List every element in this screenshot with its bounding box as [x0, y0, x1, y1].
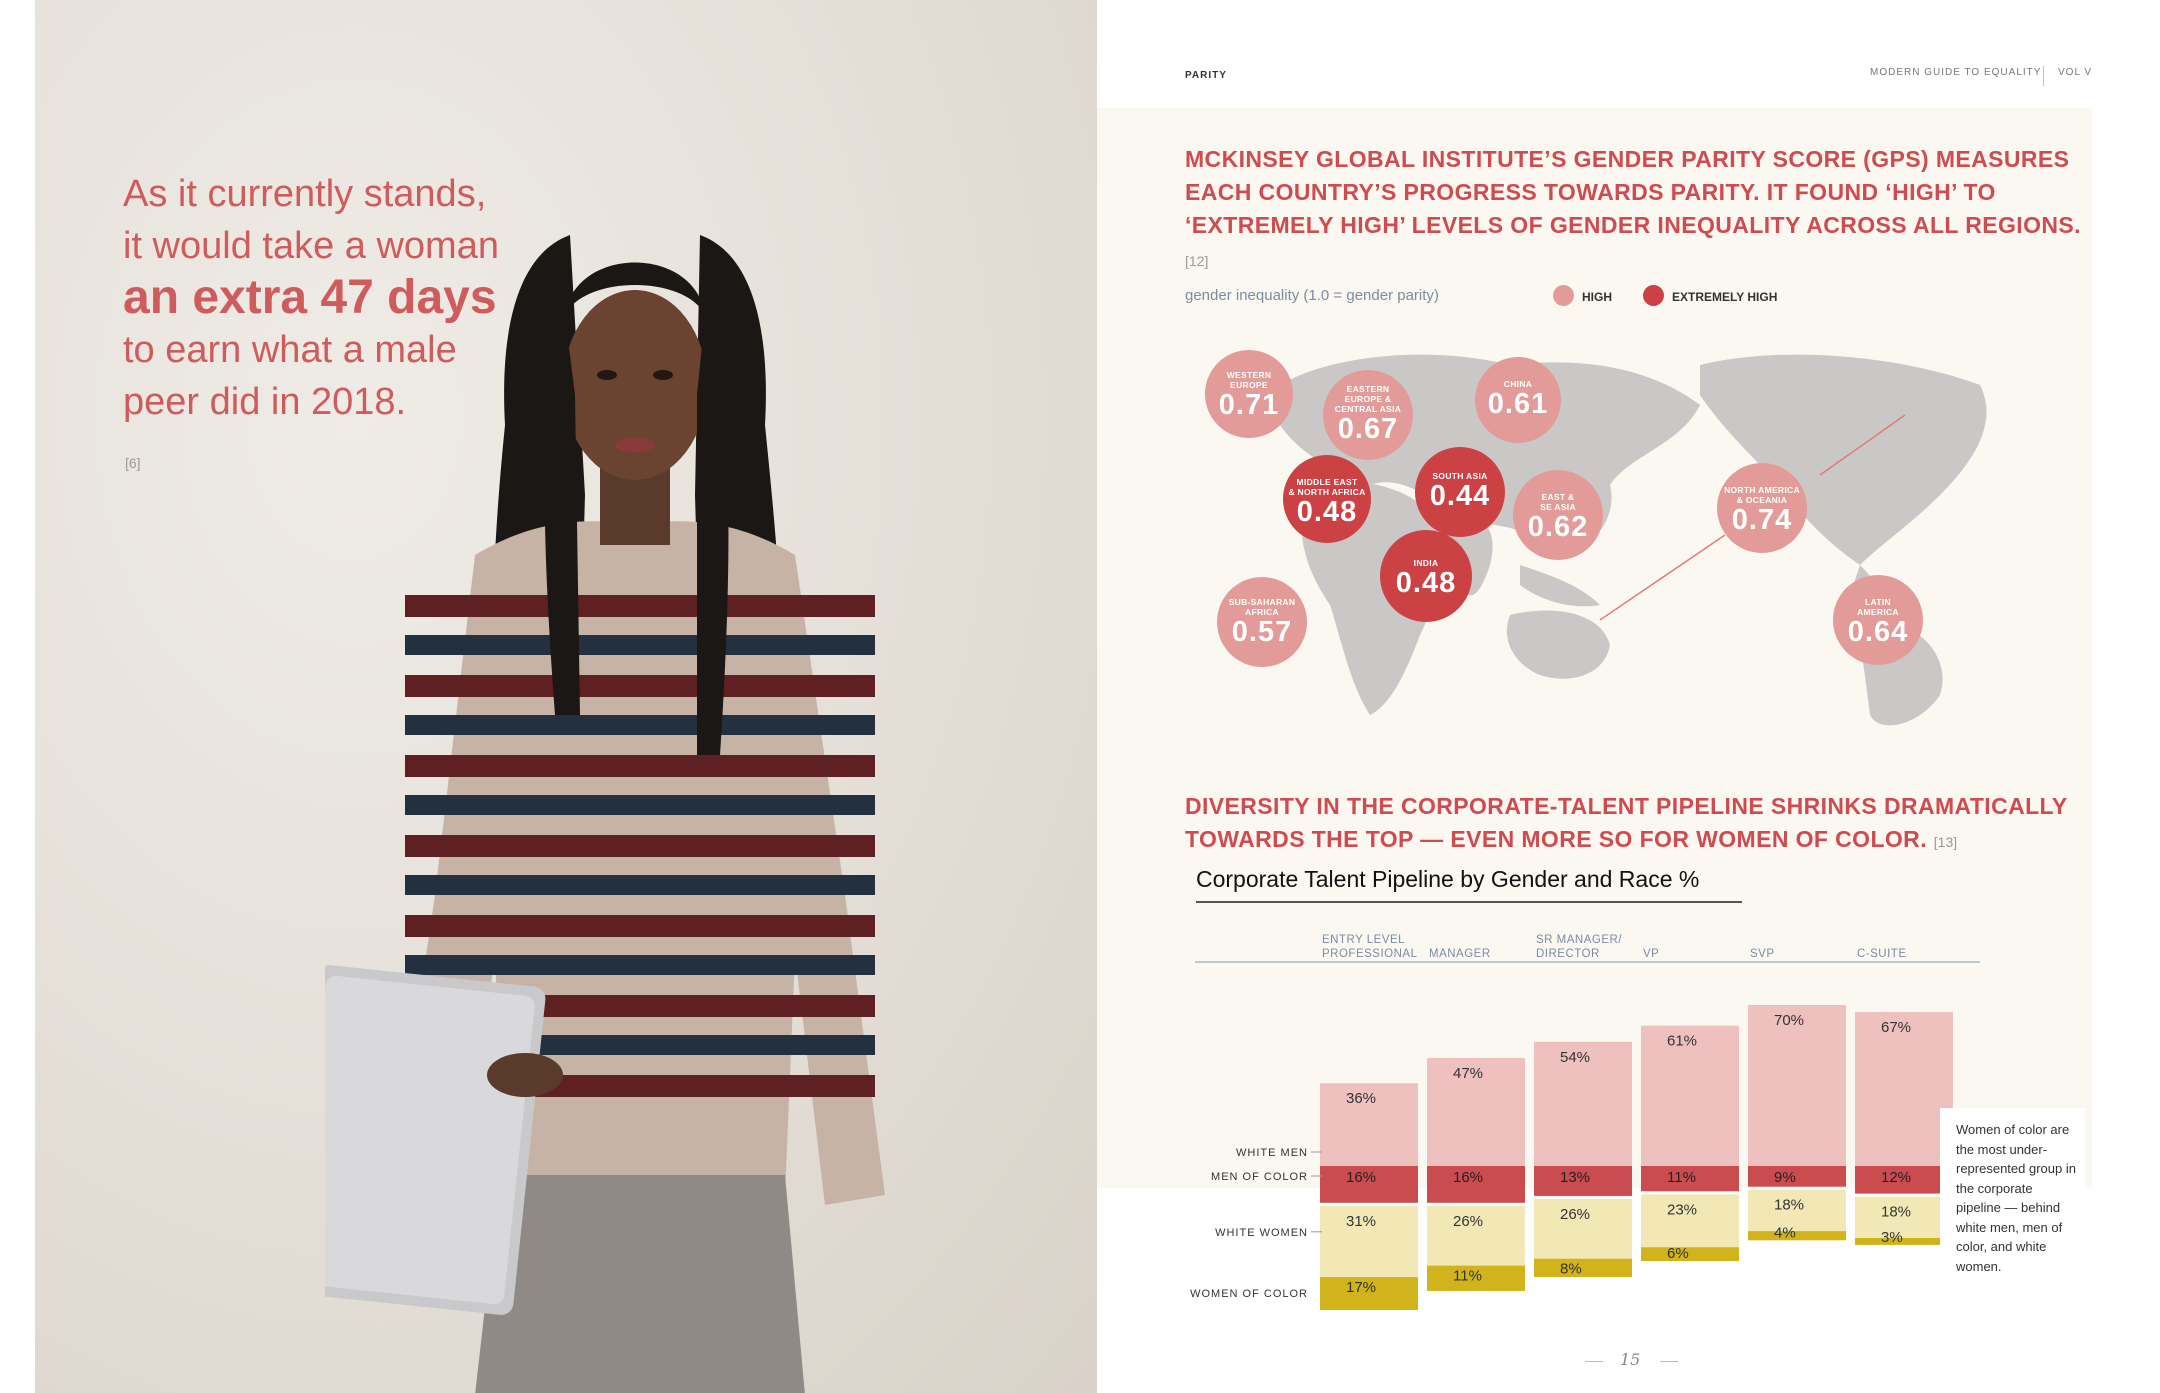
data-label: 16%	[1346, 1169, 1377, 1186]
pay-gap-quote	[123, 168, 643, 428]
data-label: 47%	[1453, 1064, 1484, 1082]
connector-line	[1600, 535, 1725, 620]
region-label: CHINA	[1503, 379, 1533, 389]
data-label: 54%	[1560, 1048, 1591, 1066]
heading-line-text: TOWARDS THE TOP — EVEN MORE SO FOR WOMEN OF COLOR.	[1185, 826, 1927, 852]
world-map	[1180, 335, 2060, 735]
quote-line: it would take a woman	[123, 225, 499, 267]
quote-line: to earn what a male	[123, 329, 457, 371]
bar-white-men	[1748, 1005, 1846, 1166]
volume-label: VOL V	[2058, 67, 2093, 78]
series-label: WHITE MEN	[1236, 1147, 1308, 1159]
series-label: WOMEN OF COLOR	[1190, 1288, 1308, 1301]
bar-women-of-color	[1748, 1231, 1846, 1240]
quote-reference: [6]	[125, 455, 141, 471]
heading-line: DIVERSITY IN THE CORPORATE-TALENT PIPELINE SHRINKS DRAMATICALLY	[1185, 793, 2068, 819]
data-label: 3%	[1881, 1228, 1903, 1246]
data-label: 26%	[1453, 1212, 1484, 1230]
pipeline-heading	[1185, 790, 2085, 859]
page-number-rule-left	[1585, 1361, 1603, 1362]
region-label: SOUTH ASIA	[1432, 471, 1488, 481]
legend-high-label: HIGH	[1582, 290, 1612, 304]
bar-women-of-color	[1855, 1238, 1953, 1245]
region-value: 0.71	[1218, 389, 1280, 421]
heading-line: EACH COUNTRY’S PROGRESS TOWARDS PARITY. IT FOUND ‘HIGH’ TO	[1185, 179, 1996, 205]
heading-line-last	[1185, 209, 2085, 278]
left-page-photo-panel	[35, 0, 1097, 1393]
region-value: 0.61	[1487, 388, 1549, 420]
category-label: ENTRY LEVEL PROFESSIONAL	[1322, 934, 1418, 960]
data-label: 67%	[1881, 1018, 1912, 1036]
series-label: MEN OF COLOR	[1211, 1171, 1308, 1183]
region-bubble-latin-america	[1833, 575, 1923, 665]
region-label: EASTERN EUROPE & CENTRAL ASIA	[1334, 384, 1402, 414]
region-value: 0.48	[1395, 567, 1457, 599]
category-label: VP	[1643, 948, 1660, 960]
region-bubble-north-america-oceania	[1717, 463, 1807, 553]
region-bubble-india	[1380, 530, 1472, 622]
legend-high-swatch	[1553, 285, 1574, 306]
region-value: 0.64	[1847, 616, 1909, 648]
bar-men-of-color	[1748, 1166, 1846, 1187]
data-label: 36%	[1346, 1090, 1377, 1108]
data-label: 12%	[1881, 1169, 1912, 1186]
region-bubble-western-europe	[1205, 350, 1293, 438]
heading-line: MCKINSEY GLOBAL INSTITUTE’S GENDER PARITY SCORE (GPS) MEASURES	[1185, 146, 2070, 172]
heading-line-text: ‘EXTREMELY HIGH’ LEVELS OF GENDER INEQUALITY ACROSS ALL REGIONS.	[1185, 212, 2081, 238]
page-number: 15	[1620, 1350, 1641, 1369]
data-label: 17%	[1346, 1279, 1377, 1297]
bar-women-of-color	[1534, 1259, 1632, 1277]
region-label: NORTH AMERICA & OCEANIA	[1724, 485, 1800, 505]
chart-title-underline	[1196, 901, 1742, 903]
region-bubble-sub-saharan-africa	[1217, 577, 1307, 667]
region-label: MIDDLE EAST & NORTH AFRICA	[1288, 477, 1366, 497]
gps-reference: [12]	[1185, 253, 1209, 269]
region-label: SUB-SAHARAN AFRICA	[1228, 597, 1296, 617]
data-label: 70%	[1774, 1012, 1805, 1029]
heading-line-last	[1185, 823, 2085, 859]
legend-extreme-label: EXTREMELY HIGH	[1672, 290, 1778, 304]
chart-title: Corporate Talent Pipeline by Gender and Race %	[1196, 866, 1700, 892]
data-label: 18%	[1881, 1203, 1912, 1221]
guide-title: MODERN GUIDE TO EQUALITY	[1870, 67, 2042, 78]
data-label: 11%	[1453, 1267, 1482, 1285]
region-value: 0.67	[1337, 413, 1399, 445]
quote-line: peer did in 2018.	[123, 381, 407, 423]
chart-note: Women of color are the most under-represented group in the corporate pipeline — behind white men, men of color, and white women.	[1940, 1108, 2085, 1278]
region-label: WESTERN EUROPE	[1226, 370, 1272, 390]
data-label: 13%	[1560, 1169, 1591, 1186]
region-bubble-china	[1475, 357, 1561, 443]
data-label: 16%	[1453, 1169, 1484, 1186]
legend-axis-label: gender inequality (1.0 = gender parity)	[1185, 287, 1439, 304]
region-value: 0.62	[1527, 511, 1589, 543]
region-label: EAST & SE ASIA	[1540, 492, 1576, 512]
data-label: 6%	[1667, 1245, 1689, 1262]
page-number-rule-right	[1660, 1361, 1678, 1362]
data-label: 26%	[1560, 1205, 1591, 1223]
region-value: 0.44	[1429, 480, 1491, 512]
gps-heading	[1185, 143, 2085, 278]
section-label: PARITY	[1185, 70, 1227, 81]
data-label: 31%	[1346, 1212, 1377, 1230]
region-bubble-south-asia	[1415, 447, 1505, 537]
series-label: WHITE WOMEN	[1215, 1226, 1308, 1239]
region-bubble-east-se-asia	[1513, 470, 1603, 560]
region-label: INDIA	[1413, 558, 1439, 568]
category-label: SR MANAGER/ DIRECTOR	[1536, 934, 1623, 960]
category-label: SVP	[1750, 948, 1775, 960]
region-label: LATIN AMERICA	[1857, 597, 1899, 617]
data-label: 4%	[1774, 1224, 1796, 1242]
region-value: 0.48	[1296, 496, 1358, 528]
data-label: 18%	[1774, 1196, 1805, 1214]
data-label: 61%	[1667, 1032, 1698, 1050]
bar-women-of-color	[1641, 1247, 1739, 1261]
data-label: 11%	[1667, 1169, 1696, 1186]
region-value: 0.74	[1731, 504, 1793, 536]
quote-line: As it currently stands,	[123, 173, 487, 215]
region-bubble-eastern-europe	[1323, 370, 1413, 460]
category-label: MANAGER	[1429, 948, 1491, 960]
pipeline-reference: [13]	[1933, 834, 1958, 850]
region-bubble-middle-east	[1283, 455, 1371, 543]
category-label: C-SUITE	[1857, 948, 1907, 960]
data-label: 9%	[1774, 1169, 1796, 1186]
data-label: 23%	[1667, 1201, 1698, 1219]
region-value: 0.57	[1231, 616, 1293, 648]
header-divider	[2043, 66, 2044, 86]
legend-extreme-swatch	[1643, 285, 1664, 306]
quote-emphasis: an extra 47 days	[123, 271, 497, 324]
data-label: 8%	[1560, 1260, 1582, 1278]
